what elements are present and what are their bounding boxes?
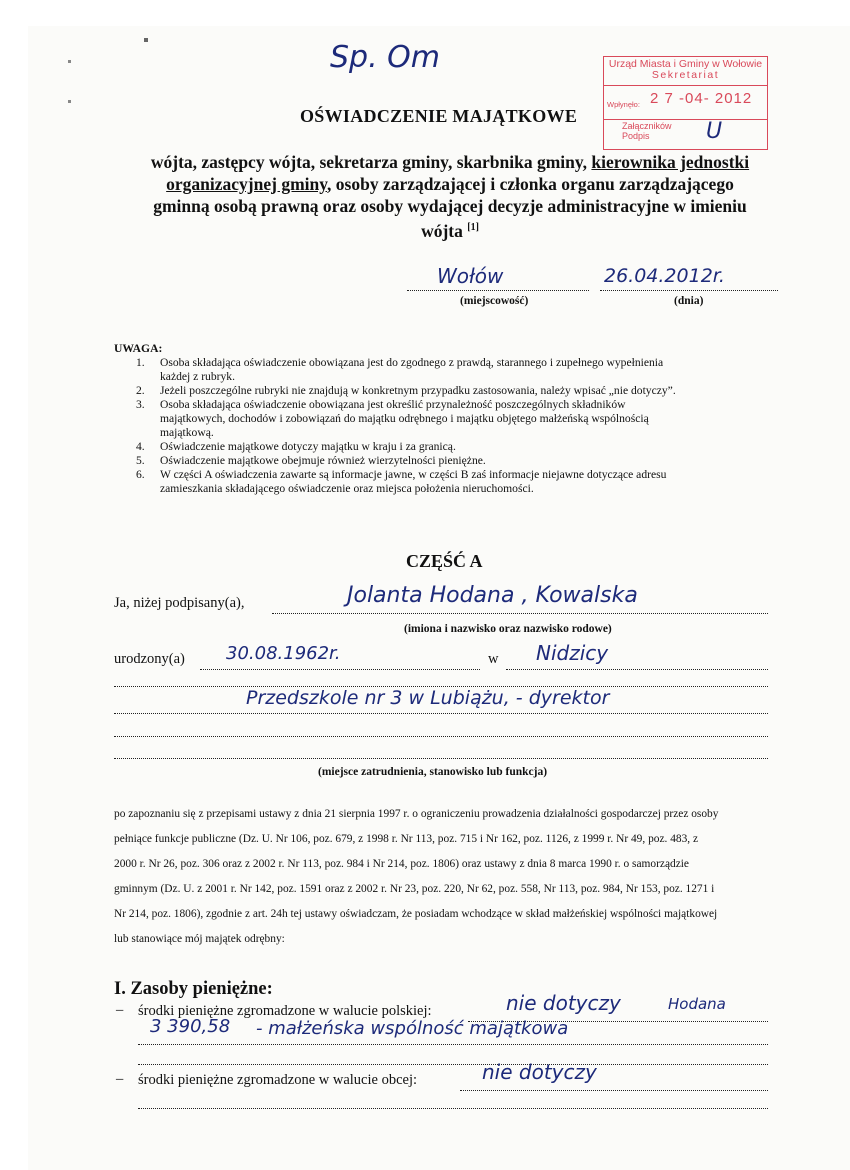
signer-caption: (imiona i nazwisko oraz nazwisko rodowe) bbox=[404, 623, 612, 635]
signer-field bbox=[272, 583, 768, 614]
notice-item-text: każdej z rubryk. bbox=[160, 370, 236, 383]
part-a-heading: CZĘŚĆ A bbox=[406, 551, 483, 571]
dash: – bbox=[116, 1002, 124, 1018]
stamp-received-label: Wpłynęło: bbox=[607, 100, 640, 109]
legal-line: Nr 214, poz. 1806), zgodnie z art. 24h tej ustawy oświadczam, że posiadam wchodzące w skład małżeńskiej wspólności majątkowej bbox=[114, 908, 718, 920]
subtitle-text: gminną osobą prawną oraz osoby wydającej decyzje administracyjne w imieniu bbox=[153, 196, 747, 216]
pln-amount: 3 390,58 bbox=[150, 1016, 231, 1037]
foreign-label: środki pieniężne zgromadzone w walucie obcej: bbox=[138, 1072, 418, 1088]
date-value: 26.04.2012r. bbox=[604, 265, 725, 287]
born-in-label: w bbox=[488, 651, 499, 667]
notice-item-text: Oświadczenie majątkowe obejmuje również wierzytelności pieniężne. bbox=[160, 454, 486, 467]
notice-item bbox=[114, 370, 794, 384]
notice-item-text: zamieszkania składającego oświadczenie oraz miejsca położenia nieruchomości. bbox=[160, 482, 534, 495]
date-field bbox=[600, 265, 778, 291]
notice-list bbox=[114, 356, 794, 496]
stamp-signature-label: Podpis bbox=[622, 131, 650, 141]
born-place-field bbox=[506, 641, 768, 670]
notice-item-text: Osoba składająca oświadczenie obowiązana jest określić przynależność poszczególnych składników bbox=[160, 398, 626, 411]
employment-line bbox=[114, 746, 768, 759]
section-1-heading: I. Zasoby pieniężne: bbox=[114, 979, 273, 999]
stamp-signature: U bbox=[706, 119, 723, 144]
pln-line bbox=[138, 1016, 768, 1045]
notice-item-text: Osoba składająca oświadczenie obowiązana jest do zgodnego z prawdą, starannego i zupełnego wypełnienia bbox=[160, 356, 664, 369]
born-label: urodzony(a) bbox=[114, 651, 185, 667]
legal-declaration bbox=[114, 802, 784, 952]
scan-mark bbox=[68, 60, 71, 63]
notice-item bbox=[114, 454, 794, 468]
pln-value: nie dotyczy bbox=[506, 991, 621, 1015]
notice-item-number: 5. bbox=[136, 454, 145, 467]
stamp-received-date: 2 7 -04- 2012 bbox=[650, 90, 753, 107]
notice-item-text: Oświadczenie majątkowe dotyczy majątku w kraju i za granicą. bbox=[160, 440, 456, 453]
legal-line: 2000 r. Nr 26, poz. 306 oraz z 2002 r. Nr 113, poz. 984 i Nr 214, poz. 1806) oraz ustawy z dnia 8 marca 1990 r. o samorządzie bbox=[114, 858, 689, 870]
notice-item-number: 2. bbox=[136, 384, 145, 397]
subtitle-text: wójta bbox=[421, 220, 463, 241]
legal-line: gminnym (Dz. U. z 2001 r. Nr 142, poz. 1591 oraz z 2002 r. Nr 23, poz. 220, Nr 62, poz. 558, Nr 113, poz. 984, Nr 153, poz. 1271 i bbox=[114, 883, 715, 895]
pln-line bbox=[138, 1052, 768, 1065]
notice-item-number: 6. bbox=[136, 468, 145, 481]
foreign-field bbox=[460, 1060, 768, 1091]
legal-line: lub stanowiące mój majątek odrębny: bbox=[114, 933, 285, 945]
employment-line bbox=[114, 724, 768, 737]
notice-item bbox=[114, 482, 794, 496]
footnote-ref: [1] bbox=[467, 222, 479, 233]
pln-label: środki pieniężne zgromadzone w walucie polskiej: bbox=[138, 1003, 432, 1019]
stamp-department: Sekretariat bbox=[651, 69, 720, 81]
notice-item bbox=[114, 440, 794, 454]
document-subtitle bbox=[100, 151, 800, 242]
subtitle-text: , osoby zarządzającej i członka organu zarządzającego bbox=[327, 174, 734, 194]
stamp-attachments-label: Załączników bbox=[622, 121, 672, 131]
notice-item-text: majątkową. bbox=[160, 426, 214, 439]
pln-margin-note: Hodana bbox=[668, 995, 726, 1013]
date-caption: (dnia) bbox=[674, 295, 704, 307]
notice-item-number: 4. bbox=[136, 440, 145, 453]
employment-caption: (miejsce zatrudnienia, stanowisko lub funkcja) bbox=[318, 766, 548, 778]
foreign-line bbox=[138, 1096, 768, 1109]
employment-line bbox=[114, 687, 768, 714]
foreign-value: nie dotyczy bbox=[482, 1060, 597, 1084]
notice-item bbox=[114, 412, 794, 426]
notice-item bbox=[114, 426, 794, 440]
notice-heading: UWAGA: bbox=[114, 342, 163, 355]
scan-mark bbox=[144, 38, 148, 42]
document-title: OŚWIADCZENIE MAJĄTKOWE bbox=[300, 106, 578, 126]
notice-item-text: W części A oświadczenia zawarte są informacje jawne, w części B zaś informacje niejawne dotyczące adresu bbox=[160, 468, 667, 481]
employment-value: Przedszkole nr 3 w Lubiążu, - dyrektor bbox=[246, 687, 610, 709]
dash: – bbox=[116, 1071, 124, 1087]
pln-amount-note: - małżeńska wspólność majątkowa bbox=[256, 1018, 569, 1039]
subtitle-underlined: organizacyjnej gminy bbox=[166, 174, 328, 194]
notice-item-number: 3. bbox=[136, 398, 145, 411]
legal-line: po zapoznaniu się z przepisami ustawy z dnia 21 sierpnia 1997 r. o ograniczeniu prowadzenia działalności gospodarczej przez osoby bbox=[114, 808, 719, 820]
notice-item bbox=[114, 384, 794, 398]
notice-item-text: Jeżeli poszczególne rubryki nie znajdują w konkretnym przypadku zastosowania, należy wpisać „nie dotyczy”. bbox=[160, 384, 676, 397]
legal-line: pełniące funkcje publiczne (Dz. U. Nr 106, poz. 679, z 1998 r. Nr 113, poz. 715 i Nr 162, poz. 1126, z 1999 r. Nr 49, poz. 483, z bbox=[114, 833, 699, 845]
signer-label: Ja, niżej podpisany(a), bbox=[114, 595, 245, 611]
place-caption: (miejscowość) bbox=[460, 295, 529, 307]
born-place-value: Nidzicy bbox=[536, 641, 609, 665]
notice-item bbox=[114, 356, 794, 370]
signer-value: Jolanta Hodana , Kowalska bbox=[347, 583, 638, 608]
subtitle-text: wójta, zastępcy wójta, sekretarza gminy, skarbnika gminy, bbox=[150, 152, 588, 172]
notice-item bbox=[114, 398, 794, 412]
subtitle-underlined: kierownika jednostki bbox=[591, 152, 750, 172]
employment-line bbox=[114, 674, 768, 687]
notice-item-number: 1. bbox=[136, 356, 145, 369]
notice-item bbox=[114, 468, 794, 482]
received-stamp bbox=[603, 56, 768, 150]
stamp-office: Urząd Miasta i Gminy w Wołowie bbox=[608, 58, 763, 70]
place-value: Wołów bbox=[437, 264, 504, 288]
born-date-field bbox=[200, 643, 480, 670]
born-date-value: 30.08.1962r. bbox=[226, 643, 341, 664]
scan-mark bbox=[68, 100, 71, 103]
handwritten-note: Sp. Om bbox=[330, 40, 440, 75]
notice-item-text: majątkowych, dochodów i zobowiązań do majątku odrębnego i majątku objętego małżeńską wspólnością bbox=[160, 412, 649, 425]
place-field bbox=[407, 264, 589, 291]
